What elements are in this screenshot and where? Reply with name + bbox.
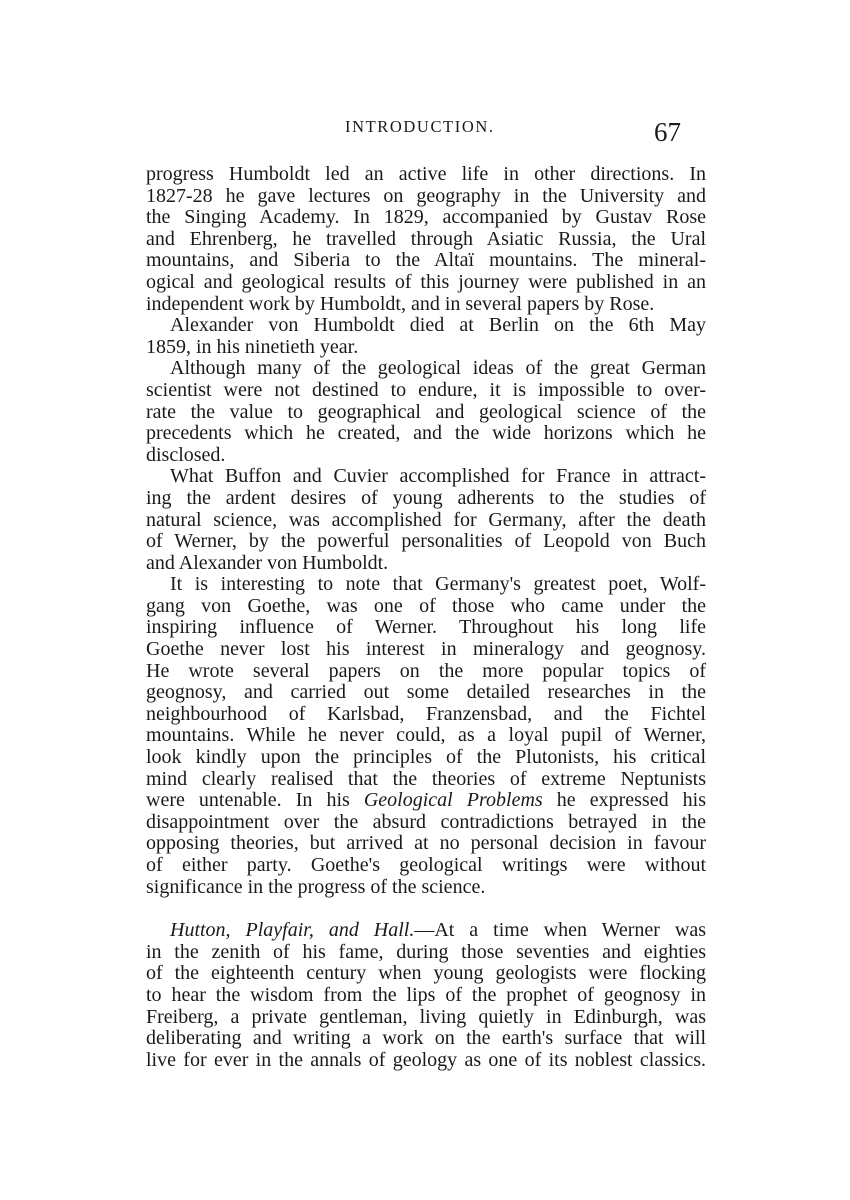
text-line: rate the value to geographical and geological science of the [146,400,706,423]
paragraph [146,164,706,315]
text-line: disclosed. [146,443,226,466]
text-line: geognosy, and carried out some detailed researches in the [146,681,706,704]
text-line: Goethe never lost his interest in mineralogy and geognosy. [146,638,706,661]
text-line: the Singing Academy. In 1829, accompanied by Gustav Rose [146,206,706,229]
text-line: Although many of the geological ideas of the great German [170,357,706,380]
text-line: It is interesting to note that Germany's greatest poet, Wolf- [170,573,706,596]
text-line: He wrote several papers on the more popular topics of [146,659,706,682]
text-line: deliberating and writing a work on the earth's surface that will [146,1027,706,1050]
text-line: progress Humboldt led an active life in other directions. In [146,163,706,185]
text-line: 1827-28 he gave lectures on geography in the University and [146,184,706,207]
paragraph [146,358,706,466]
text-line: ing the ardent desires of young adherents to the studies of [146,486,706,509]
text-line: mountains, and Siberia to the Altaï mountains. The mineral- [146,249,706,272]
text-line: were untenable. In his Geological Problems he expressed his [146,789,706,812]
text-line: disappointment over the absurd contradictions betrayed in the [146,810,706,833]
paragraph [146,315,706,358]
text-line: in the zenith of his fame, during those seventies and eighties [146,940,706,963]
text-line: and Ehrenberg, he travelled through Asiatic Russia, the Ural [146,227,706,250]
text-line: opposing theories, but arrived at no personal decision in favour [146,832,706,855]
paragraph [146,466,706,574]
book-title: Geological Problems [363,789,543,812]
text-line: natural science, was accomplished for Germany, after the death [146,508,706,531]
section-heading: Hutton, Playfair, and Hall. [170,919,415,942]
text-line: 1859, in his ninetieth year. [146,335,359,358]
section-paragraph [146,920,706,1071]
text-line: scientist were not destined to endure, it is impossible to over- [146,378,706,401]
text-line: significance in the progress of the science. [146,875,486,898]
text-line: mountains. While he never could, as a loyal pupil of Werner, [146,724,706,747]
text-line: look kindly upon the principles of the Plutonists, his critical [146,746,706,769]
text-line: precedents which he created, and the wide horizons which he [146,422,706,445]
text-line: and Alexander von Humboldt. [146,551,389,574]
text-line: What Buffon and Cuvier accomplished for France in attract- [170,465,706,488]
text-line: ogical and geological results of this journey were published in an [146,270,706,293]
text-line: independent work by Humboldt, and in several papers by Rose. [146,292,655,315]
text-line: inspiring influence of Werner. Throughout his long life [146,616,706,639]
running-head: INTRODUCTION. [345,117,495,136]
text-line: live for ever in the annals of geology as one of its noblest classics. [146,1048,706,1071]
text-line: of either party. Goethe's geological writings were without [146,854,706,876]
body-text [146,164,706,1071]
text-line: gang von Goethe, was one of those who came under the [146,594,706,617]
paragraph [146,574,706,898]
text-line: Freiberg, a private gentleman, living quietly in Edinburgh, was [146,1005,706,1028]
text-line: of the eighteenth century when young geologists were flocking [146,962,706,985]
text-line: to hear the wisdom from the lips of the prophet of geognosy in [146,983,706,1006]
page-number: 67 [654,117,681,147]
text-line: of Werner, by the powerful personalities of Leopold von Buch [146,530,706,553]
section-first-line-text: —At a time when Werner was [414,919,706,942]
text-line: neighbourhood of Karlsbad, Franzensbad, and the Fichtel [146,702,706,725]
text-line: mind clearly realised that the theories of extreme Neptunists [146,767,706,790]
text-line: Alexander von Humboldt died at Berlin on the 6th May [170,314,706,337]
text-line [146,920,706,942]
section-gap [146,898,706,920]
